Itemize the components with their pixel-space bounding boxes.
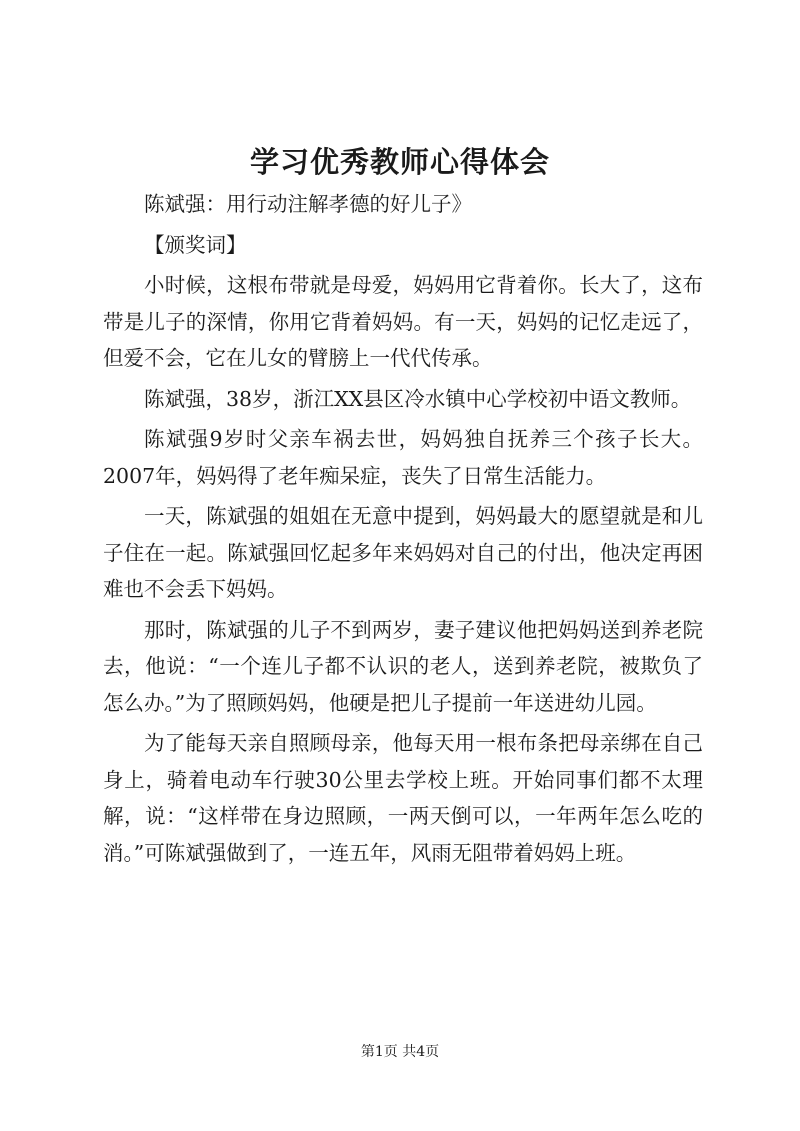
page-number-footer: 第1页 共4页 [360, 1044, 440, 1060]
paragraph-award-text: 小时候，这根布带就是母爱，妈妈用它背着你。长大了，这布带是儿子的深情，你用它背着妈妈。有一天，妈妈的记忆走远了，但爱不会，它在儿女的臂膀上一代代传承。 [103, 273, 703, 370]
paragraph-commute: 为了能每天亲自照顾母亲，他每天用一根布条把母亲绑在自己身上，骑着电动车行驶30公里去学校上班。开始同事们都不太理解，说：“这样带在身边照顾，一两天倒可以，一年两年怎么吃的消。”可陈斌强做到了，一连五年，风雨无阻带着妈妈上班。 [103, 731, 703, 865]
paragraph-nursing-home: 那时，陈斌强的儿子不到两岁，妻子建议他把妈妈送到养老院去，他说：“一个连儿子都不认识的老人，送到养老院，被欺负了怎么办。”为了照顾妈妈，他硬是把儿子提前一年送进幼儿园。 [103, 617, 703, 715]
paragraph-intro: 陈斌强，38岁，浙江XX县区冷水镇中心学校初中语文教师。 [144, 386, 692, 411]
document-title: 学习优秀教师心得体会 [249, 145, 550, 179]
paragraph-background: 陈斌强9岁时父亲车祸去世，妈妈独自抚养三个孩子长大。2007年，妈妈得了老年痴呆症，丧失了日常生活能力。 [103, 427, 703, 488]
paragraph-subtitle: 陈斌强：用行动注解孝德的好儿子》 [144, 192, 472, 216]
document-body [103, 186, 703, 871]
paragraph-decision: 一天，陈斌强的姐姐在无意中提到，妈妈最大的愿望就是和儿子住在一起。陈斌强回忆起多年来妈妈对自己的付出，他决定再困难也不会丢下妈妈。 [103, 504, 703, 601]
paragraph-award-heading: 【颁奖词】 [144, 232, 247, 257]
